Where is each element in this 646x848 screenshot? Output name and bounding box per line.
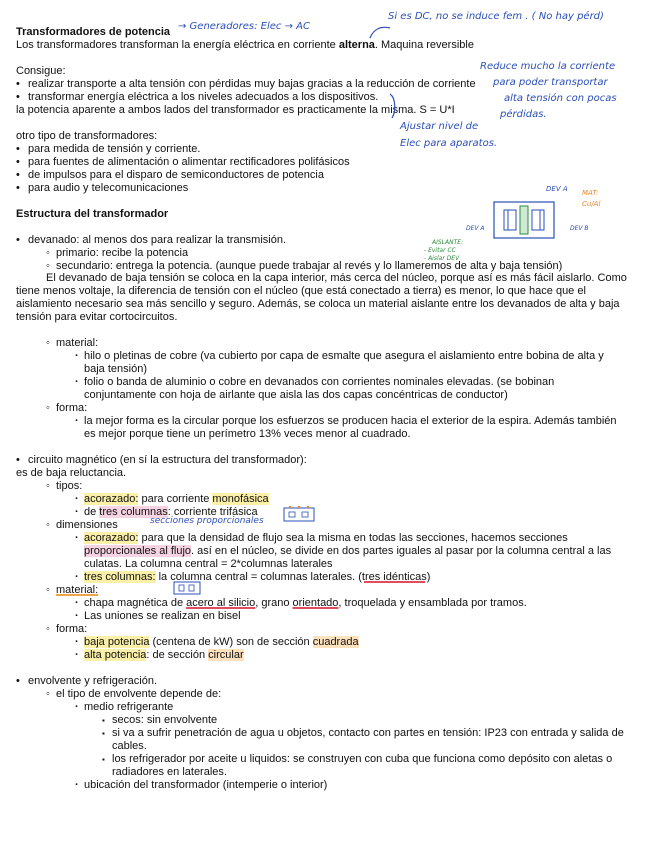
envolvente-line: • envolvente y refrigeración. (28, 675, 157, 688)
otro-tipo-item-3: • de impulsos para el disparo de semiconductores de potencia (28, 169, 324, 182)
annotation-alta-tension: alta tensión con pocas (504, 93, 617, 104)
annotation-aislante: AISLANTE: (432, 239, 464, 246)
page-title: Transformadores de potencia (16, 26, 171, 38)
forma-alta: · alta potencia: de sección circular (84, 649, 244, 662)
envolvente-ubicacion: · ubicación del transformador (intemperie o interior) (84, 779, 327, 792)
otro-tipo-heading: otro tipo de transformadores: (16, 130, 158, 142)
dim-tres-columnas: · tres columnas: la columna central = columnas laterales. (tres idénticas) (84, 571, 430, 584)
annotation-si-es-dc: Si es DC, no se induce fem . ( No hay pérd) (388, 11, 604, 22)
tipos-tres-columnas: · de tres columnas: corriente trifásica (84, 506, 258, 519)
envolvente-aceite: ▪ los refrigerador por aceite u liquidos: se construyen con cuba que funciona como depósito con aletas o radiadores en laterales. (112, 753, 632, 779)
circuito-dimensiones: ◦ dimensiones (56, 519, 118, 532)
annotation-ajustar: Ajustar nivel de (400, 121, 479, 132)
estructura-heading: Estructura del transformador (16, 208, 169, 220)
consigue-line-3: la potencia aparente a ambos lados del transformador es practicamente la misma. S = U*I (16, 104, 455, 116)
estructura-forma: ◦ forma: (56, 402, 87, 415)
otro-tipo-item-2: • para fuentes de alimentación o alimentar rectificadores polifásicos (28, 156, 350, 169)
circuito-line-1: • circuito magnético (en sí la estructura del transformador): (28, 454, 307, 467)
annotation-secciones: secciones proporcionales (150, 516, 264, 526)
annotation-evitar-cc: - Evitar CC (424, 247, 456, 254)
devanado-line: • devanado: al menos dos para realizar la transmisión. (28, 234, 286, 247)
forma-baja: · baja potencia (centena de kW) son de sección cuadrada (84, 636, 359, 649)
annotation-cu-al: Cu/Al (582, 200, 601, 208)
arrow-icon (368, 22, 392, 40)
consigue-item-2: • transformar energía eléctrica a los niveles adecuados a los dispositivos. (28, 91, 378, 104)
annotation-mat: MAT: (582, 189, 599, 197)
bracket-icon (388, 92, 400, 120)
annotation-dev-a-left: DEV A (466, 225, 485, 232)
annotation-reduce: Reduce mucho la corriente (480, 61, 616, 72)
annotation-generadores: → Generadores: Elec → AC (178, 21, 310, 32)
envolvente-secos: ▪ secos: sin envolvente (112, 714, 217, 727)
annotation-elec-para: Elec para aparatos. (400, 138, 498, 149)
three-column-core-icon (282, 505, 316, 523)
circuito-forma: ◦ forma: (56, 623, 87, 636)
estructura-forma-1: · la mejor forma es la circular porque los esfuerzos se producen hacia el exterior de la espira. Además también es mejor porque tiene un perímetro 13% veces menor al cuadrado. (84, 415, 624, 441)
envolvente-medio: · medio refrigerante (84, 701, 173, 714)
estructura-material: ◦ material: (56, 337, 98, 350)
circuito-line-2: es de baja reluctancia. (16, 467, 127, 479)
tipos-acorazado: · acorazado: para corriente monofásica (84, 493, 269, 506)
mat-uniones: · Las uniones se realizan en bisel (84, 610, 241, 623)
envolvente-agua: ▪ si va a sufrir penetración de agua u objetos, contacto con partes en tensión: IP23 con entrada y salida de cables. (112, 727, 632, 753)
annotation-para-poder: para poder transportar (493, 77, 608, 88)
transformer-sketch-icon (480, 196, 570, 246)
annotation-perdidas: pérdidas. (500, 109, 547, 120)
annotation-aislar-dev: - Aislar DEV (424, 255, 460, 262)
consigue-heading: Consigue: (16, 65, 66, 77)
dim-acorazado: · acorazado: para que la densidad de flujo sea la misma en todas las secciones, hacemos secciones proporcionales al flujo. así en el núcleo, se divide en dos partes iguales al pasar por la columna central a las culatas. La columna central = 2*columnas laterales (84, 532, 624, 571)
core-sketch-icon (172, 580, 202, 596)
otro-tipo-item-1: • para medida de tensión y corriente. (28, 143, 200, 156)
estructura-mat-2: · folio o banda de aluminio o cobre en devanados con corrientes nominales elevadas. (se bobinan conjuntamente con hoja de airlante que aisla las dos capas concéntricas de conductor) (84, 376, 624, 402)
annotation-dev-b-right: DEV B (570, 225, 589, 232)
mat-chapa: · chapa magnética de acero al silicio, grano orientado, troquelada y ensamblada por tramos. (84, 597, 527, 610)
circuito-tipos: ◦ tipos: (56, 480, 82, 493)
secundario-line: ◦ secundario: entrega la potencia. (aunque puede trabajar al revés y lo llameremos de alta y baja tensión) (56, 260, 562, 273)
annotation-dev-a-top: DEV A (546, 185, 568, 193)
envolvente-tipo: ◦ el tipo de envolvente depende de: (56, 688, 221, 701)
otro-tipo-item-4: • para audio y telecomunicaciones (28, 182, 188, 195)
intro-line: Los transformadores transforman la energía eléctrica en corriente alterna. Maquina reversible (16, 39, 474, 51)
consigue-item-1: • realizar transporte a alta tensión con pérdidas muy bajas gracias a la reducción de corriente (28, 78, 476, 91)
circuito-material: ◦ material: (56, 584, 98, 597)
estructura-mat-1: · hilo o pletinas de cobre (va cubierto por capa de esmalte que asegura el aislamiento entre bobina de alta y baja tensión) (84, 350, 624, 376)
primario-line: ◦ primario: recibe la potencia (56, 247, 188, 260)
devanado-paragraph: El devanado de baja tensión se coloca en la capa interior, más cerca del núcleo, porque así es más fácil aislarlo. Como tiene menos voltaje, la diferencia de tensión con el núcleo (que está conectado a tierra) es menor, lo que hace que el aislamiento necesario sea más sencillo y seguro. Además, se coloca un material aislante entre los devanados de alta y baja tensión para evitar cortocircuitos. (16, 272, 627, 323)
